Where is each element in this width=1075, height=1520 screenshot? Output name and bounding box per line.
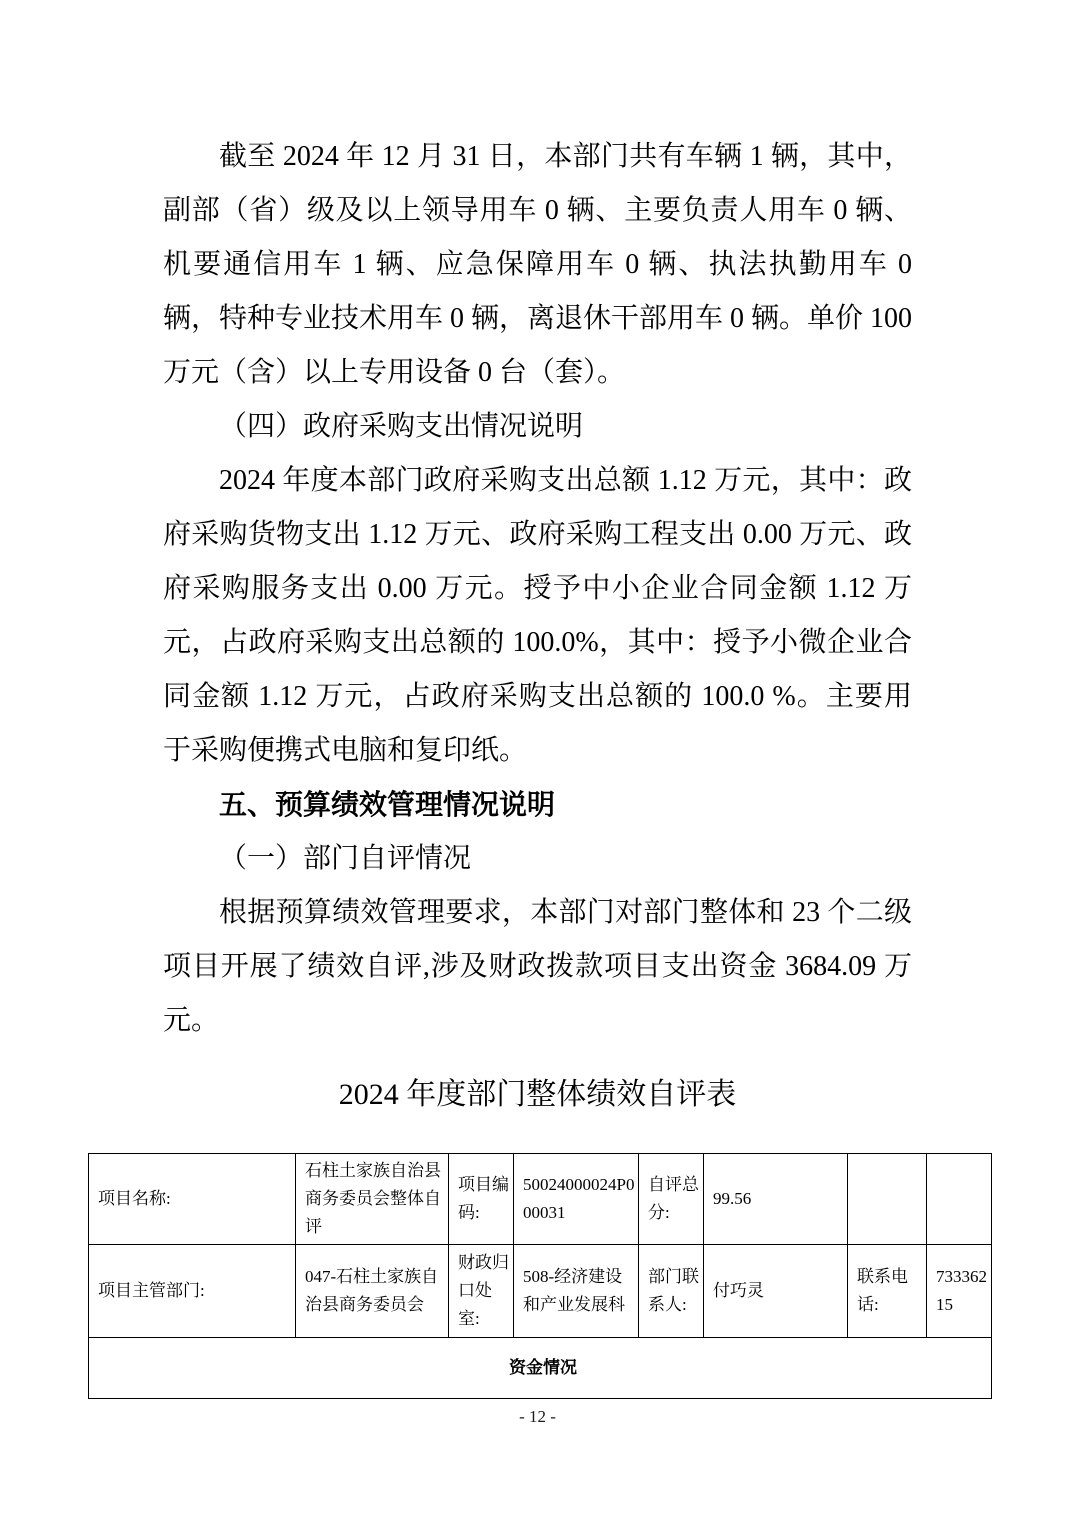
document-body [163,130,912,1048]
funds-section-header: 资金情况 [89,1338,992,1399]
table-row-project-info [89,1154,992,1245]
table-row-funds-section [89,1338,992,1399]
cell-project-code-value: 50024000024P000031 [514,1154,639,1245]
cell-project-code-label: 项目编码: [449,1154,514,1245]
table-row-department-info [89,1245,992,1338]
paragraph-vehicles: 截至 2024 年 12 月 31 日，本部门共有车辆 1 辆，其中，副部（省）级及以上领导用车 0 辆、主要负责人用车 0 辆、机要通信用车 1 辆、应急保障用车 0 辆、执法执勤用车 0 辆，特种专业技术用车 0 辆，离退休干部用车 0 辆。单价 100 万元（含）以上专用设备 0 台（套）。 [163,141,913,388]
cell-supervisor-dept-label: 项目主管部门: [89,1245,296,1338]
cell-finance-office-value: 508-经济建设和产业发展科 [514,1245,639,1338]
page-number: - 12 - [519,1407,556,1426]
cell-supervisor-dept-value: 047-石柱土家族自治县商务委员会 [296,1245,449,1338]
cell-contact-phone-value: 73336215 [927,1245,992,1338]
self-eval-table [88,1153,992,1399]
heading-budget-performance: 五、预算绩效管理情况说明 [219,789,556,820]
heading-department-self-eval: （一）部门自评情况 [219,843,472,874]
cell-self-score-label: 自评总分: [639,1154,704,1245]
self-eval-table-container [88,1153,992,1399]
cell-empty-1 [848,1154,927,1245]
cell-self-score-value: 99.56 [704,1154,848,1245]
cell-empty-2 [927,1154,992,1245]
paragraph-procurement: 2024 年度本部门政府采购支出总额 1.12 万元，其中：政府采购货物支出 1.12 万元、政府采购工程支出 0.00 万元、政府采购服务支出 0.00 万元。授予中小企业合同金额 1.12 万元，占政府采购支出总额的 100.0%，其中：授予小微企业合同金额 1.12 万元，占政府采购支出总额的 100.0 %。主要用于采购便携式电脑和复印纸。 [163,465,912,766]
cell-contact-phone-label: 联系电话: [848,1245,927,1338]
self-eval-table-title: 2024 年度部门整体绩效自评表 [338,1078,737,1111]
cell-contact-person-label: 部门联系人: [639,1245,704,1338]
cell-project-name-value: 石柱土家族自治县商务委员会整体自评 [296,1154,449,1245]
cell-project-name-label: 项目名称: [89,1154,296,1245]
heading-procurement-section: （四）政府采购支出情况说明 [219,411,584,442]
paragraph-self-eval: 根据预算绩效管理要求，本部门对部门整体和 23 个二级项目开展了绩效自评,涉及财政拨款项目支出资金 3684.09 万元。 [163,897,912,1036]
cell-finance-office-label: 财政归口处室: [449,1245,514,1338]
cell-contact-person-value: 付巧灵 [704,1245,848,1338]
